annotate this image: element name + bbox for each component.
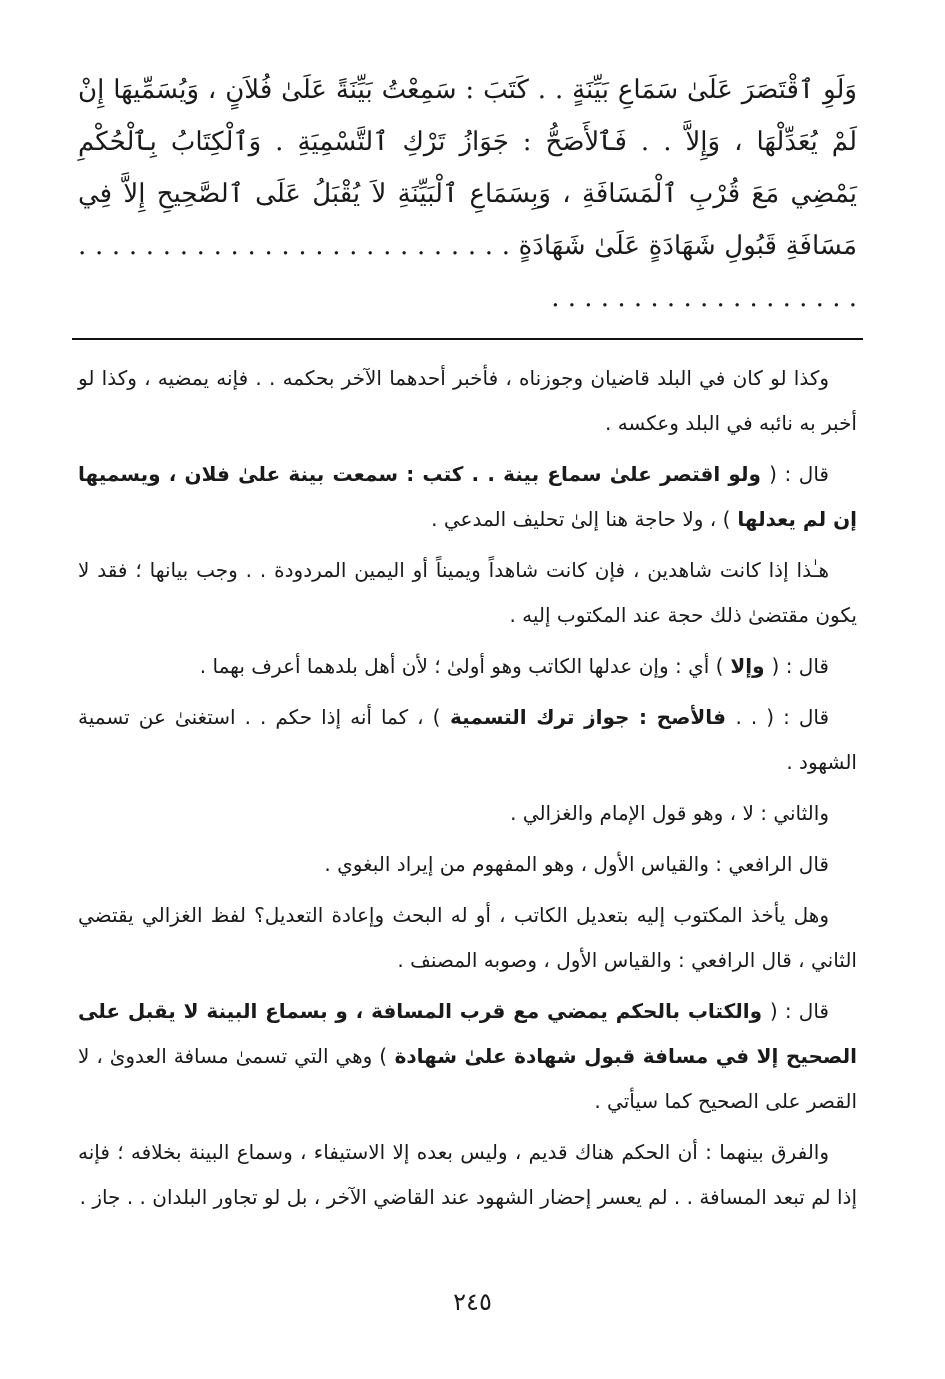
matn-text <box>78 64 857 324</box>
quoted-matn: ولو اقتصر علىٰ سماع بينة . . كتب : سمعت بينة علىٰ فلان ، ويسميها إن لم يعدلها <box>78 462 857 531</box>
commentary-paragraph-4: قال : ( وإلا ) أي : وإن عدلها الكاتب وهو أولىٰ ؛ لأن أهل بلدهما أعرف بهما . <box>199 654 829 678</box>
separator-rule <box>72 338 863 340</box>
commentary-paragraph-9: قال : ( والكتاب بالحكم يمضي مع قرب المسافة ، و بسماع البينة لا يقبل على الصحيح إلا في مسافة قبول شهادة علىٰ شهادة ) وهي التي تسمىٰ مسافة العدوىٰ ، لا القصر على الصحيح كما سيأتي . <box>78 999 858 1113</box>
commentary-paragraph-8: وهل يأخذ المكتوب إليه بتعديل الكاتب ، أو له البحث وإعادة التعديل؟ لفظ الغزالي يقتضي الثاني ، قال الرافعي : والقياس الأول ، وصوبه المصنف . <box>78 903 857 972</box>
commentary-paragraph-7: قال الرافعي : والقياس الأول ، وهو المفهوم من إيراد البغوي . <box>324 852 829 876</box>
commentary-paragraph-6: والثاني : لا ، وهو قول الإمام والغزالي . <box>510 801 829 825</box>
quoted-matn: فالأصح : جواز ترك التسمية <box>440 705 736 729</box>
page-body <box>78 64 857 1226</box>
matn-dots: . . . . . . . . . . . . . . . . . . . . . . . . . . . . . . . . . . . . . . . . . . . . <box>78 231 857 313</box>
commentary-paragraph-2: قال : ( ولو اقتصر علىٰ سماع بينة . . كتب : سمعت بينة علىٰ فلان ، ويسميها إن لم يعدلها ) ، ولا حاجة هنا إلىٰ تحليف المدعي . <box>78 462 857 531</box>
commentary-paragraph-10: والفرق بينهما : أن الحكم هناك قديم ، وليس بعده إلا الاستيفاء ، وسماع البينة بخلافه ؛ فإنه إذا لم تبعد المسافة . . لم يعسر إحضار الشهود عند القاضي الآخر ، بل لو تجاور البلدان . . جاز . <box>78 1140 857 1209</box>
commentary-paragraph-3: هـٰذا إذا كانت شاهدين ، فإن كانت شاهداً ويميناً أو اليمين المردودة . . وجب بيانها ؛ فقد لا يكون مقتضىٰ ذلك حجة عند المكتوب إليه . <box>78 558 857 627</box>
page-number: ٢٤٥ <box>453 1288 492 1316</box>
commentary-paragraph-5: قال : ( . . فالأصح : جواز ترك التسمية ) ، كما أنه إذا حكم . . استغنىٰ عن تسمية الشهود . <box>78 705 857 774</box>
matn-main: وَلَوِ ٱقْتَصَرَ عَلَىٰ سَمَاعِ بَيِّنَةٍ . . كَتَبَ : سَمِعْتُ بَيِّنَةً عَلَىٰ فُلاَنٍ ، وَيُسَمِّيهَا إِنْ لَمْ يُعَدِّلْهَا ، وَإِلاَّ . . فَٱلأَصَحُّ : جَوَازُ تَرْكِ ٱلتَّسْمِيَةِ . وَٱلْكِتَابُ بِٱلْحُكْمِ يَمْضِي مَعَ قُرْبِ ٱلْمَسَافَةِ ، وَبِسَمَاعِ ٱلْبَيِّنَةِ لاَ يُقْبَلُ عَلَى ٱلصَّحِيحِ إِلاَّ فِي مَسَافَةِ قَبُولِ شَهَادَةٍ عَلَىٰ شَهَادَةٍ . <box>78 75 858 261</box>
commentary-paragraph-1: وكذا لو كان في البلد قاضيان وجوزناه ، فأخبر أحدهما الآخر بحكمه . . فإنه يمضيه ، وكذا لو أخبر به نائبه في البلد وعكسه . <box>78 366 857 435</box>
quoted-matn: وإلا <box>723 654 772 678</box>
quoted-matn: والكتاب بالحكم يمضي مع قرب المسافة ، و بسماع البينة لا يقبل على الصحيح إلا في مسافة قبول شهادة علىٰ شهادة <box>78 999 858 1068</box>
commentary <box>78 356 857 1220</box>
